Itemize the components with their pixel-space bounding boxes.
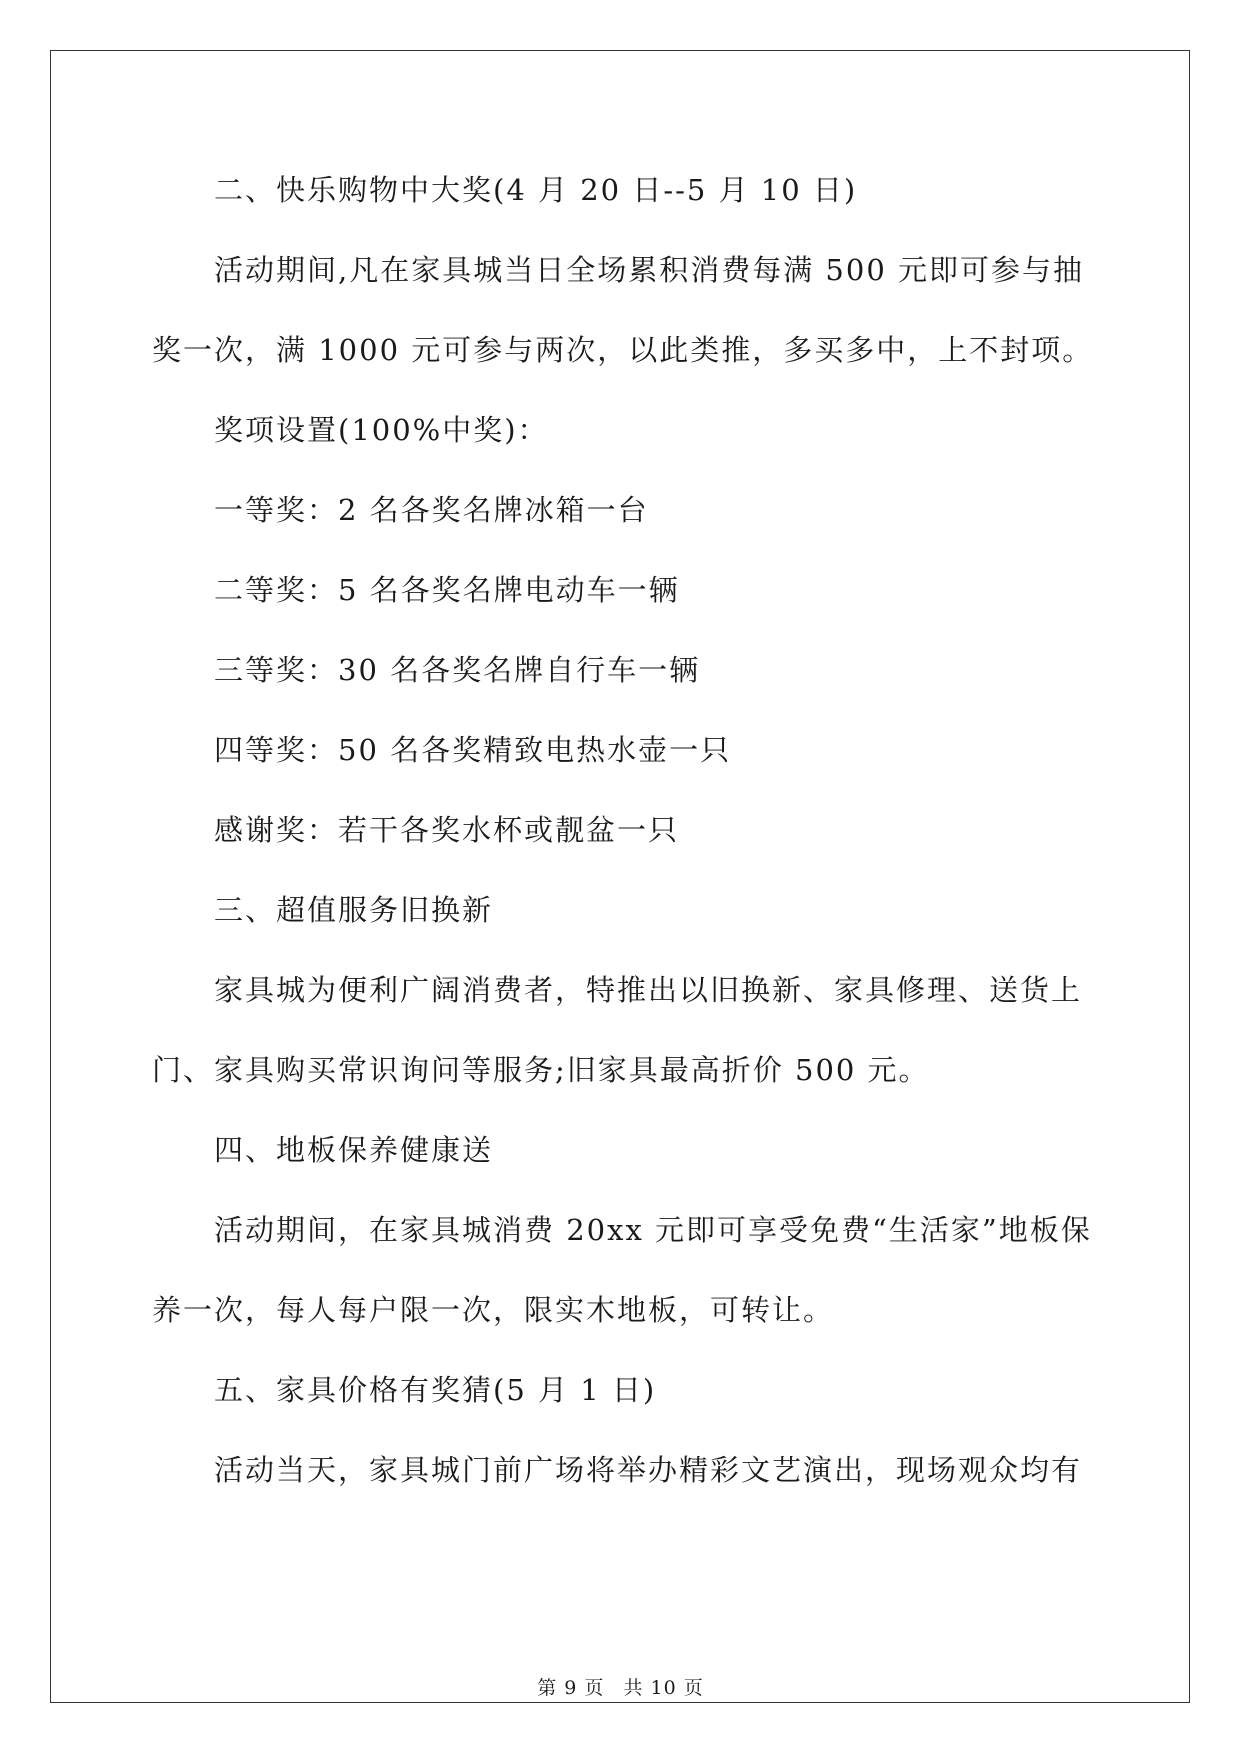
prize-fourth: 四等奖：50 名各奖精致电热水壶一只 bbox=[214, 733, 732, 767]
paragraph-line: 养一次，每人每户限一次，限实木地板，可转让。 bbox=[152, 1293, 835, 1327]
section-heading-2: 二、快乐购物中大奖(4 月 20 日--5 月 10 日) bbox=[214, 173, 858, 207]
section-heading-5: 五、家具价格有奖猜(5 月 1 日) bbox=[214, 1373, 657, 1407]
prize-thanks: 感谢奖：若干各奖水杯或靓盆一只 bbox=[214, 813, 680, 847]
document-body bbox=[152, 150, 1094, 1510]
paragraph-line: 奖一次，满 1000 元可参与两次，以此类推，多买多中，上不封项。 bbox=[152, 333, 1094, 367]
prize-third: 三等奖：30 名各奖名牌自行车一辆 bbox=[214, 653, 701, 687]
paragraph-line: 活动期间，在家具城消费 20xx 元即可享受免费“生活家”地板保 bbox=[214, 1213, 1092, 1247]
section-heading-4: 四、地板保养健康送 bbox=[214, 1133, 494, 1167]
prize-second: 二等奖：5 名各奖名牌电动车一辆 bbox=[214, 573, 680, 607]
prize-settings-heading: 奖项设置(100%中奖)： bbox=[214, 413, 549, 447]
section-heading-3: 三、超值服务旧换新 bbox=[214, 893, 494, 927]
paragraph-line: 家具城为便利广阔消费者，特推出以旧换新、家具修理、送货上 bbox=[214, 973, 1083, 1007]
paragraph-line: 活动期间,凡在家具城当日全场累积消费每满 500 元即可参与抽 bbox=[214, 253, 1085, 287]
prize-first: 一等奖：2 名各奖名牌冰箱一台 bbox=[214, 493, 649, 527]
page-number: 第 9 页 bbox=[537, 1677, 605, 1699]
page-footer bbox=[0, 1673, 1241, 1700]
paragraph-line: 门、家具购买常识询问等服务;旧家具最高折价 500 元。 bbox=[152, 1053, 930, 1087]
paragraph-line: 活动当天，家具城门前广场将举办精彩文艺演出，现场观众均有 bbox=[214, 1453, 1083, 1487]
page-total: 共 10 页 bbox=[623, 1677, 704, 1699]
